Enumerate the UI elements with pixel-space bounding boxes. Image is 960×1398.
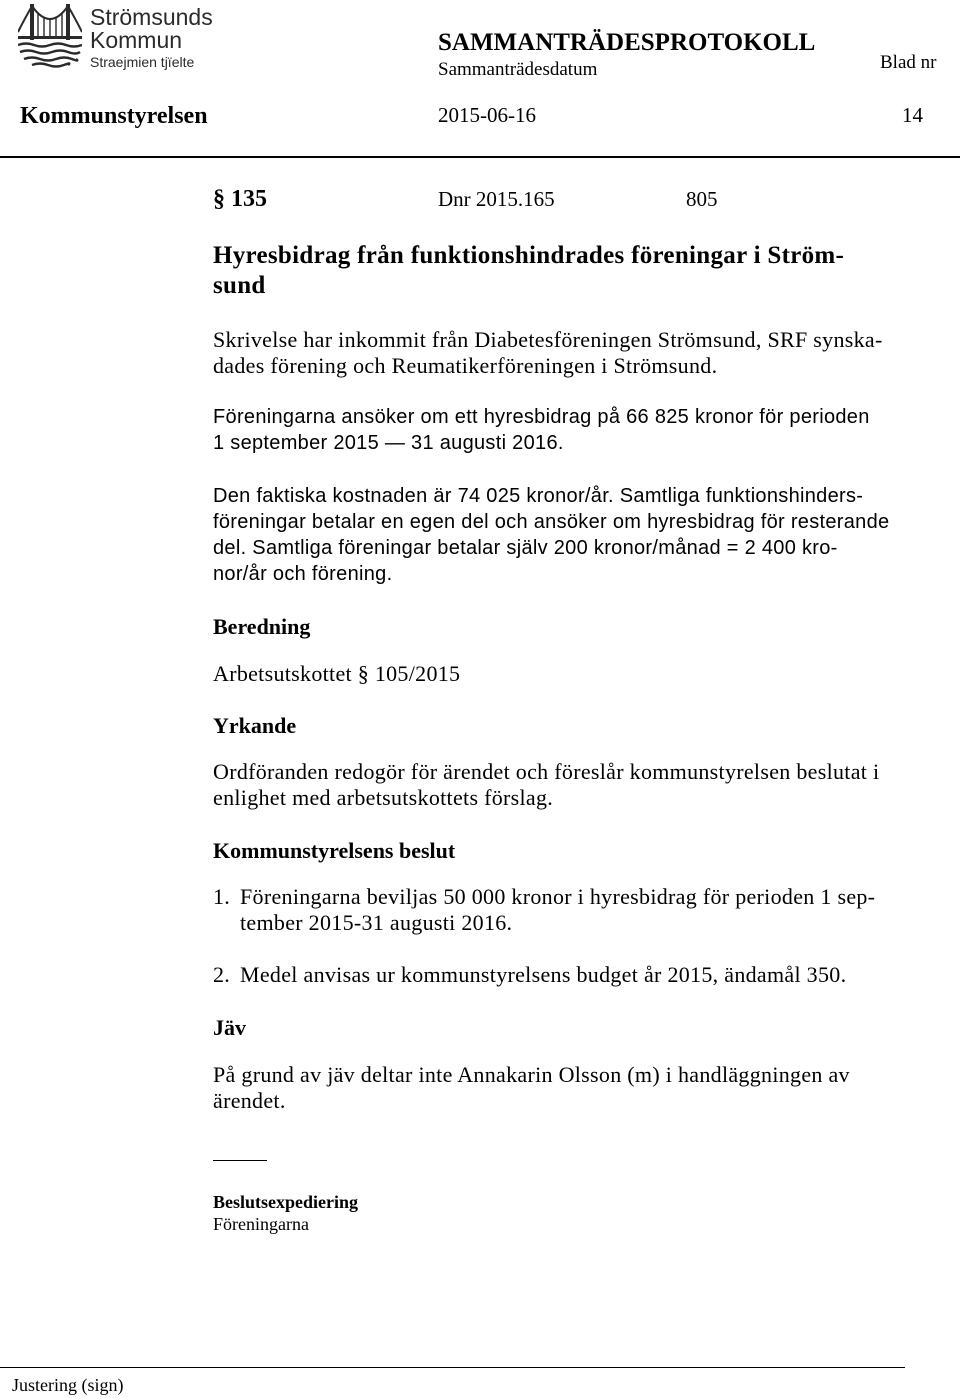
decision-point-text	[240, 884, 875, 936]
signature-label: Justering (sign)	[12, 1375, 124, 1395]
document-type: SAMMANTRÄDESPROTOKOLL	[438, 29, 816, 56]
bridge-logo-graphic	[18, 2, 82, 68]
paragraph-line: ärendet.	[213, 1088, 286, 1113]
bridge-deck	[18, 36, 82, 39]
page-number: 14	[902, 103, 923, 127]
diary-number: Dnr 2015.165	[438, 187, 555, 211]
decision-point-number: 1.	[213, 884, 231, 909]
meeting-date-label: Sammanträdesdatum	[438, 59, 598, 80]
paragraph-line: del. Samtliga föreningar betalar själv 200 kronor/månad = 2 400 kro-	[213, 537, 838, 559]
water-waves	[18, 44, 82, 67]
item-title	[213, 241, 844, 301]
paragraph-line: Den faktiska kostnaden är 74 025 kronor/år. Samtliga funktionshinders-	[213, 485, 864, 507]
paragraph-line: Medel anvisas ur kommunstyrelsens budget år 2015, ändamål 350.	[240, 962, 847, 987]
paragraph-line: Ordföranden redogör för ärendet och föreslår kommunstyrelsen beslutat i	[213, 759, 880, 784]
committee-name: Kommunstyrelsen	[20, 103, 208, 129]
paragraph-line: Föreningarna ansöker om ett hyresbidrag på 66 825 kronor för perioden	[213, 406, 870, 428]
bridge-side-cable-left	[18, 6, 32, 32]
item-title-line: sund	[213, 272, 266, 299]
conflict-of-interest-heading: Jäv	[213, 1015, 246, 1040]
bridge-side-cable-right	[68, 6, 82, 32]
distribution-divider	[213, 1160, 267, 1161]
logo-municipality-name: Strömsunds	[90, 4, 213, 30]
page-number-label: Blad nr	[880, 52, 937, 73]
paragraph-line: föreningar betalar en egen del och ansöker om hyresbidrag för resterande	[213, 511, 890, 533]
meeting-date: 2015-06-16	[438, 103, 536, 127]
distribution-heading: Beslutsexpediering	[213, 1192, 359, 1212]
header-divider	[0, 156, 960, 158]
application-paragraph	[213, 404, 870, 456]
paragraph-line: dades förening och Reumatikerföreningen i Strömsund.	[213, 353, 718, 378]
decision-point-text	[240, 962, 846, 988]
paragraph-line: Föreningarna beviljas 50 000 kronor i hyresbidrag för perioden 1 sep-	[240, 884, 876, 909]
motion-heading: Yrkande	[213, 713, 297, 738]
preparation-text: Arbetsutskottet § 105/2015	[213, 661, 461, 686]
decision-heading: Kommunstyrelsens beslut	[213, 838, 456, 863]
conflict-of-interest-paragraph	[213, 1062, 850, 1114]
paragraph-line: tember 2015-31 augusti 2016.	[240, 910, 513, 935]
bridge-logo-icon	[18, 2, 82, 68]
logo-municipality-type: Kommun	[90, 27, 183, 53]
signature-line	[0, 1367, 905, 1368]
paragraph-line: På grund av jäv deltar inte Annakarin Olsson (m) i handläggningen av	[213, 1062, 850, 1087]
paragraph-line: 1 september 2015 — 31 augusti 2016.	[213, 432, 564, 454]
decision-point-number: 2.	[213, 962, 231, 987]
motion-paragraph	[213, 759, 879, 811]
section-number: § 135	[213, 186, 267, 212]
archive-code: 805	[686, 187, 718, 211]
intro-paragraph	[213, 327, 883, 379]
item-title-line: Hyresbidrag från funktionshindrades föreningar i Ström-	[213, 242, 845, 269]
paragraph-line: nor/år och förening.	[213, 563, 393, 585]
cost-paragraph	[213, 483, 889, 587]
logo-sami-name: Straejmien tjïelte	[90, 54, 195, 70]
distribution-recipient: Föreningarna	[213, 1214, 309, 1234]
preparation-heading: Beredning	[213, 614, 311, 639]
paragraph-line: enlighet med arbetsutskottets förslag.	[213, 785, 554, 810]
paragraph-line: Skrivelse har inkommit från Diabetesföreningen Strömsund, SRF synska-	[213, 327, 883, 352]
